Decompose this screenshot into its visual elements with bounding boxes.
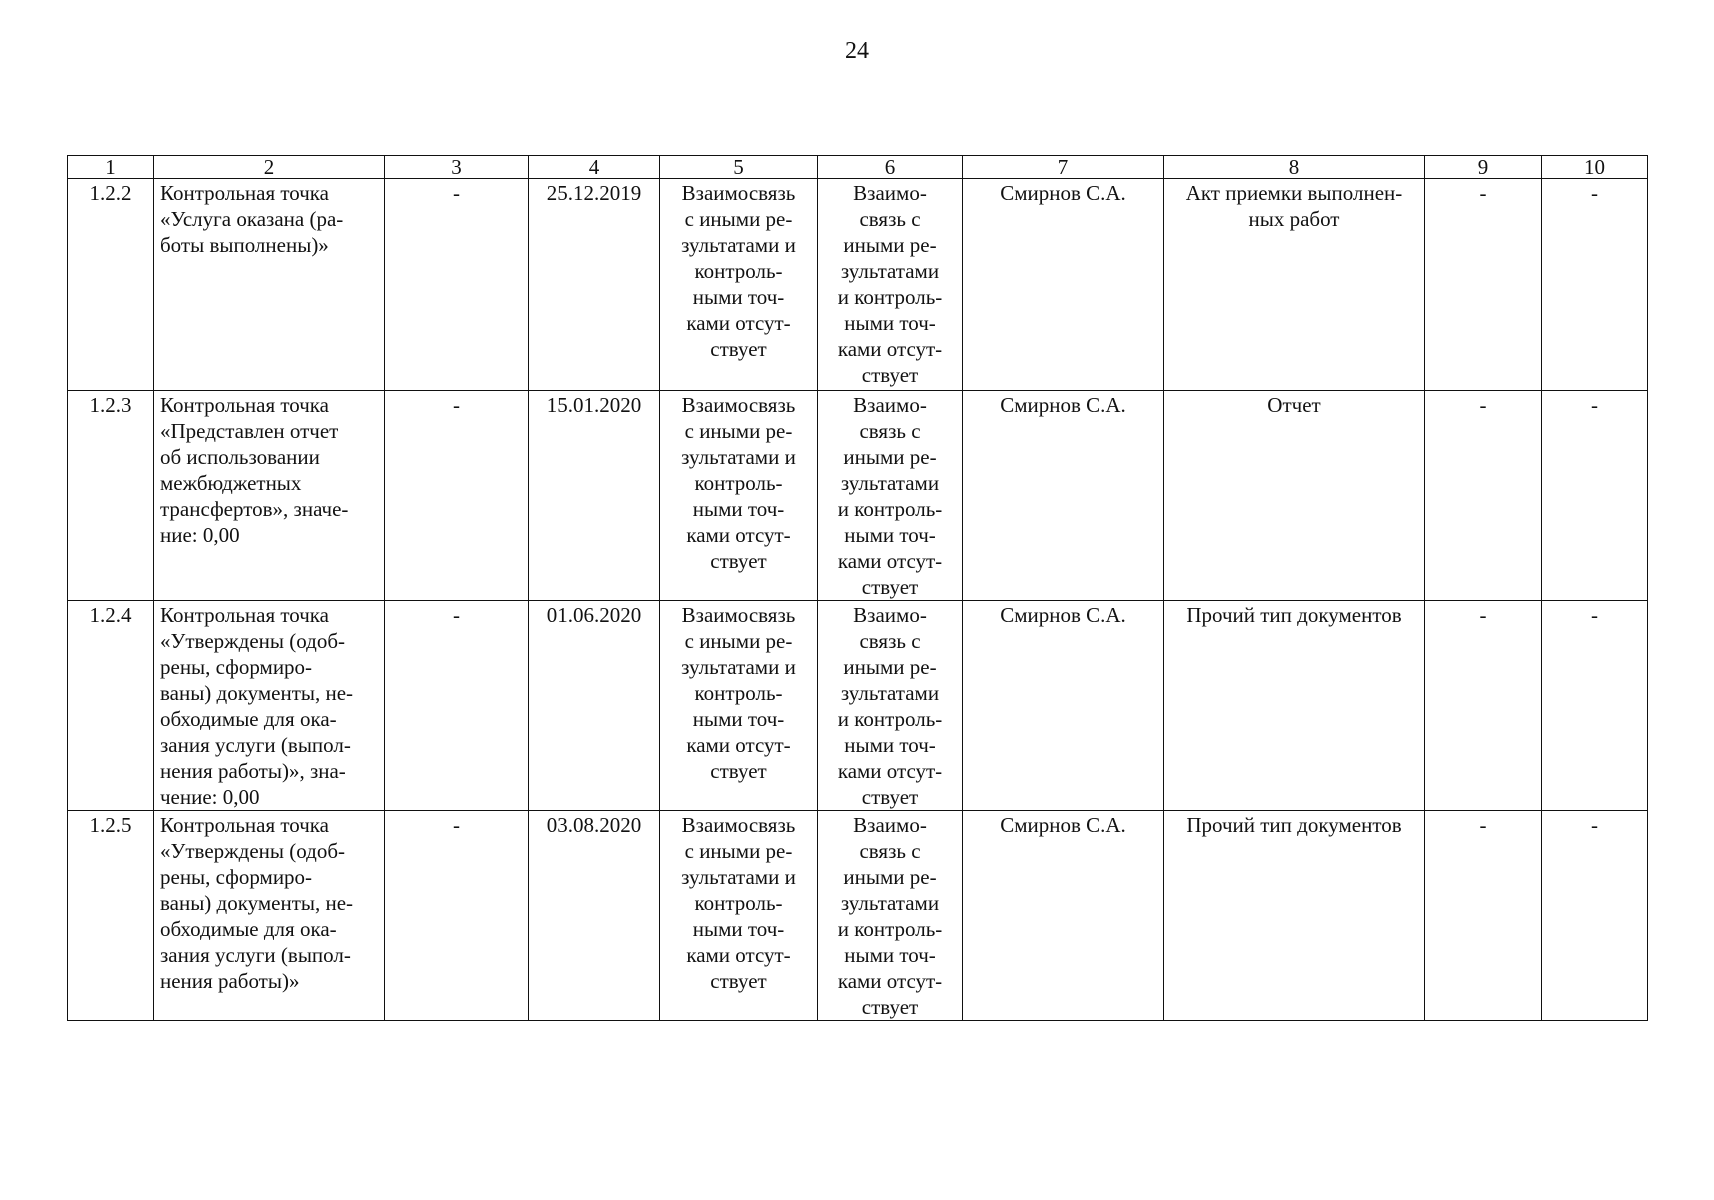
control-point-name: Контрольная точка «Утверждены (одоб- рены, сформиро- ваны) документы, не- обходимые для ока- зания услуги (выпол- нения работы)», зна- чение: 0,00 (154, 601, 385, 811)
relation-text-alt: Взаимо- связь с иными ре- зультатами и контроль- ными точ- ками отсут- ствует (818, 601, 963, 811)
control-point-name: Контрольная точка «Услуга оказана (ра- боты выполнены)» (154, 179, 385, 391)
table-row (68, 811, 1648, 1021)
col10-value: - (1542, 601, 1648, 811)
col9-value: - (1425, 391, 1542, 601)
row-number: 1.2.3 (68, 391, 154, 601)
relation-text: Взаимосвязь с иными ре- зультатами и контроль- ными точ- ками отсут- ствует (660, 811, 818, 1021)
row-number: 1.2.2 (68, 179, 154, 391)
control-point-name: Контрольная точка «Представлен отчет об использовании межбюджетных трансфертов», значе- ние: 0,00 (154, 391, 385, 601)
header-cell: 7 (963, 156, 1164, 179)
header-cell: 6 (818, 156, 963, 179)
control-points-table (67, 155, 1648, 1021)
relation-text: Взаимосвязь с иными ре- зультатами и контроль- ными точ- ками отсут- ствует (660, 601, 818, 811)
date-value: 25.12.2019 (529, 179, 660, 391)
responsible-person: Смирнов С.А. (963, 601, 1164, 811)
table-row (68, 179, 1648, 391)
header-cell: 9 (1425, 156, 1542, 179)
date-value: 01.06.2020 (529, 601, 660, 811)
col10-value: - (1542, 179, 1648, 391)
page-number: 24 (845, 38, 869, 64)
row-number: 1.2.5 (68, 811, 154, 1021)
responsible-person: Смирнов С.А. (963, 179, 1164, 391)
header-cell: 1 (68, 156, 154, 179)
col10-value: - (1542, 811, 1648, 1021)
col3-value: - (385, 391, 529, 601)
col3-value: - (385, 811, 529, 1021)
header-cell: 3 (385, 156, 529, 179)
header-cell: 5 (660, 156, 818, 179)
table-row (68, 601, 1648, 811)
relation-text-alt: Взаимо- связь с иными ре- зультатами и контроль- ными точ- ками отсут- ствует (818, 811, 963, 1021)
date-value: 03.08.2020 (529, 811, 660, 1021)
header-cell: 2 (154, 156, 385, 179)
document-type: Прочий тип документов (1164, 601, 1425, 811)
document-type: Отчет (1164, 391, 1425, 601)
relation-text-alt: Взаимо- связь с иными ре- зультатами и контроль- ными точ- ками отсут- ствует (818, 179, 963, 391)
col9-value: - (1425, 601, 1542, 811)
document-type: Прочий тип документов (1164, 811, 1425, 1021)
relation-text: Взаимосвязь с иными ре- зультатами и контроль- ными точ- ками отсут- ствует (660, 179, 818, 391)
col10-value: - (1542, 391, 1648, 601)
document-type: Акт приемки выполнен- ных работ (1164, 179, 1425, 391)
responsible-person: Смирнов С.А. (963, 811, 1164, 1021)
header-cell: 4 (529, 156, 660, 179)
date-value: 15.01.2020 (529, 391, 660, 601)
header-cell: 8 (1164, 156, 1425, 179)
table-row (68, 391, 1648, 601)
relation-text: Взаимосвязь с иными ре- зультатами и контроль- ными точ- ками отсут- ствует (660, 391, 818, 601)
col3-value: - (385, 179, 529, 391)
col3-value: - (385, 601, 529, 811)
col9-value: - (1425, 179, 1542, 391)
col9-value: - (1425, 811, 1542, 1021)
control-point-name: Контрольная точка «Утверждены (одоб- рены, сформиро- ваны) документы, не- обходимые для ока- зания услуги (выпол- нения работы)» (154, 811, 385, 1021)
relation-text-alt: Взаимо- связь с иными ре- зультатами и контроль- ными точ- ками отсут- ствует (818, 391, 963, 601)
row-number: 1.2.4 (68, 601, 154, 811)
responsible-person: Смирнов С.А. (963, 391, 1164, 601)
header-row (68, 156, 1648, 179)
header-cell: 10 (1542, 156, 1648, 179)
